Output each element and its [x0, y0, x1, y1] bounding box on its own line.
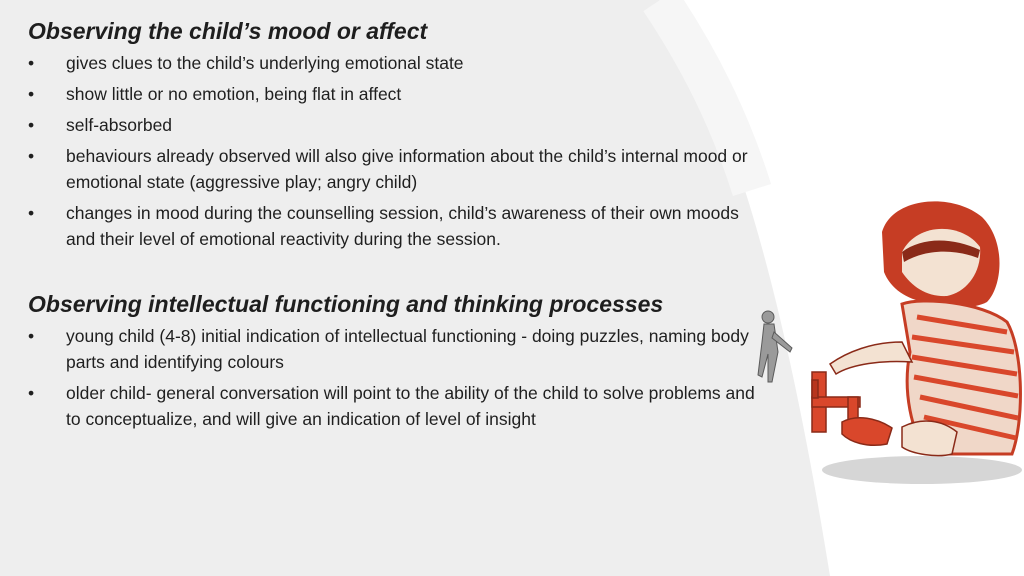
list-item: • behaviours already observed will also give information about the child’s internal mood or emotional state (aggressive play; angry child)	[28, 143, 758, 195]
bullet-icon: •	[28, 383, 35, 403]
slide-content	[28, 16, 758, 437]
list-item: • self-absorbed	[28, 112, 758, 138]
list-item: • gives clues to the child’s underlying emotional state	[28, 50, 758, 76]
list-item: • older child- general conversation will point to the ability of the child to solve problems and to conceptualize, and will give an indication of level of insight	[28, 380, 758, 432]
section-2-bullet-list	[28, 323, 758, 432]
section-1-bullet-list	[28, 50, 758, 252]
bullet-icon: •	[28, 146, 35, 166]
bullet-icon: •	[28, 84, 35, 104]
child-playing-illustration	[752, 192, 1024, 492]
section-2-heading: Observing intellectual functioning and thinking processes	[28, 291, 664, 317]
bullet-icon: •	[28, 53, 35, 73]
list-item: • changes in mood during the counselling session, child’s awareness of their own moods and their level of emotional reactivity during the session.	[28, 200, 758, 252]
list-item: • show little or no emotion, being flat in affect	[28, 81, 758, 107]
toy-figure-icon	[758, 311, 792, 382]
bullet-icon: •	[28, 203, 35, 223]
bullet-icon: •	[28, 115, 35, 135]
section-1-heading: Observing the child’s mood or affect	[28, 18, 428, 44]
list-item: • young child (4-8) initial indication of intellectual functioning - doing puzzles, naming body parts and identifying colours	[28, 323, 758, 375]
bullet-icon: •	[28, 326, 35, 346]
